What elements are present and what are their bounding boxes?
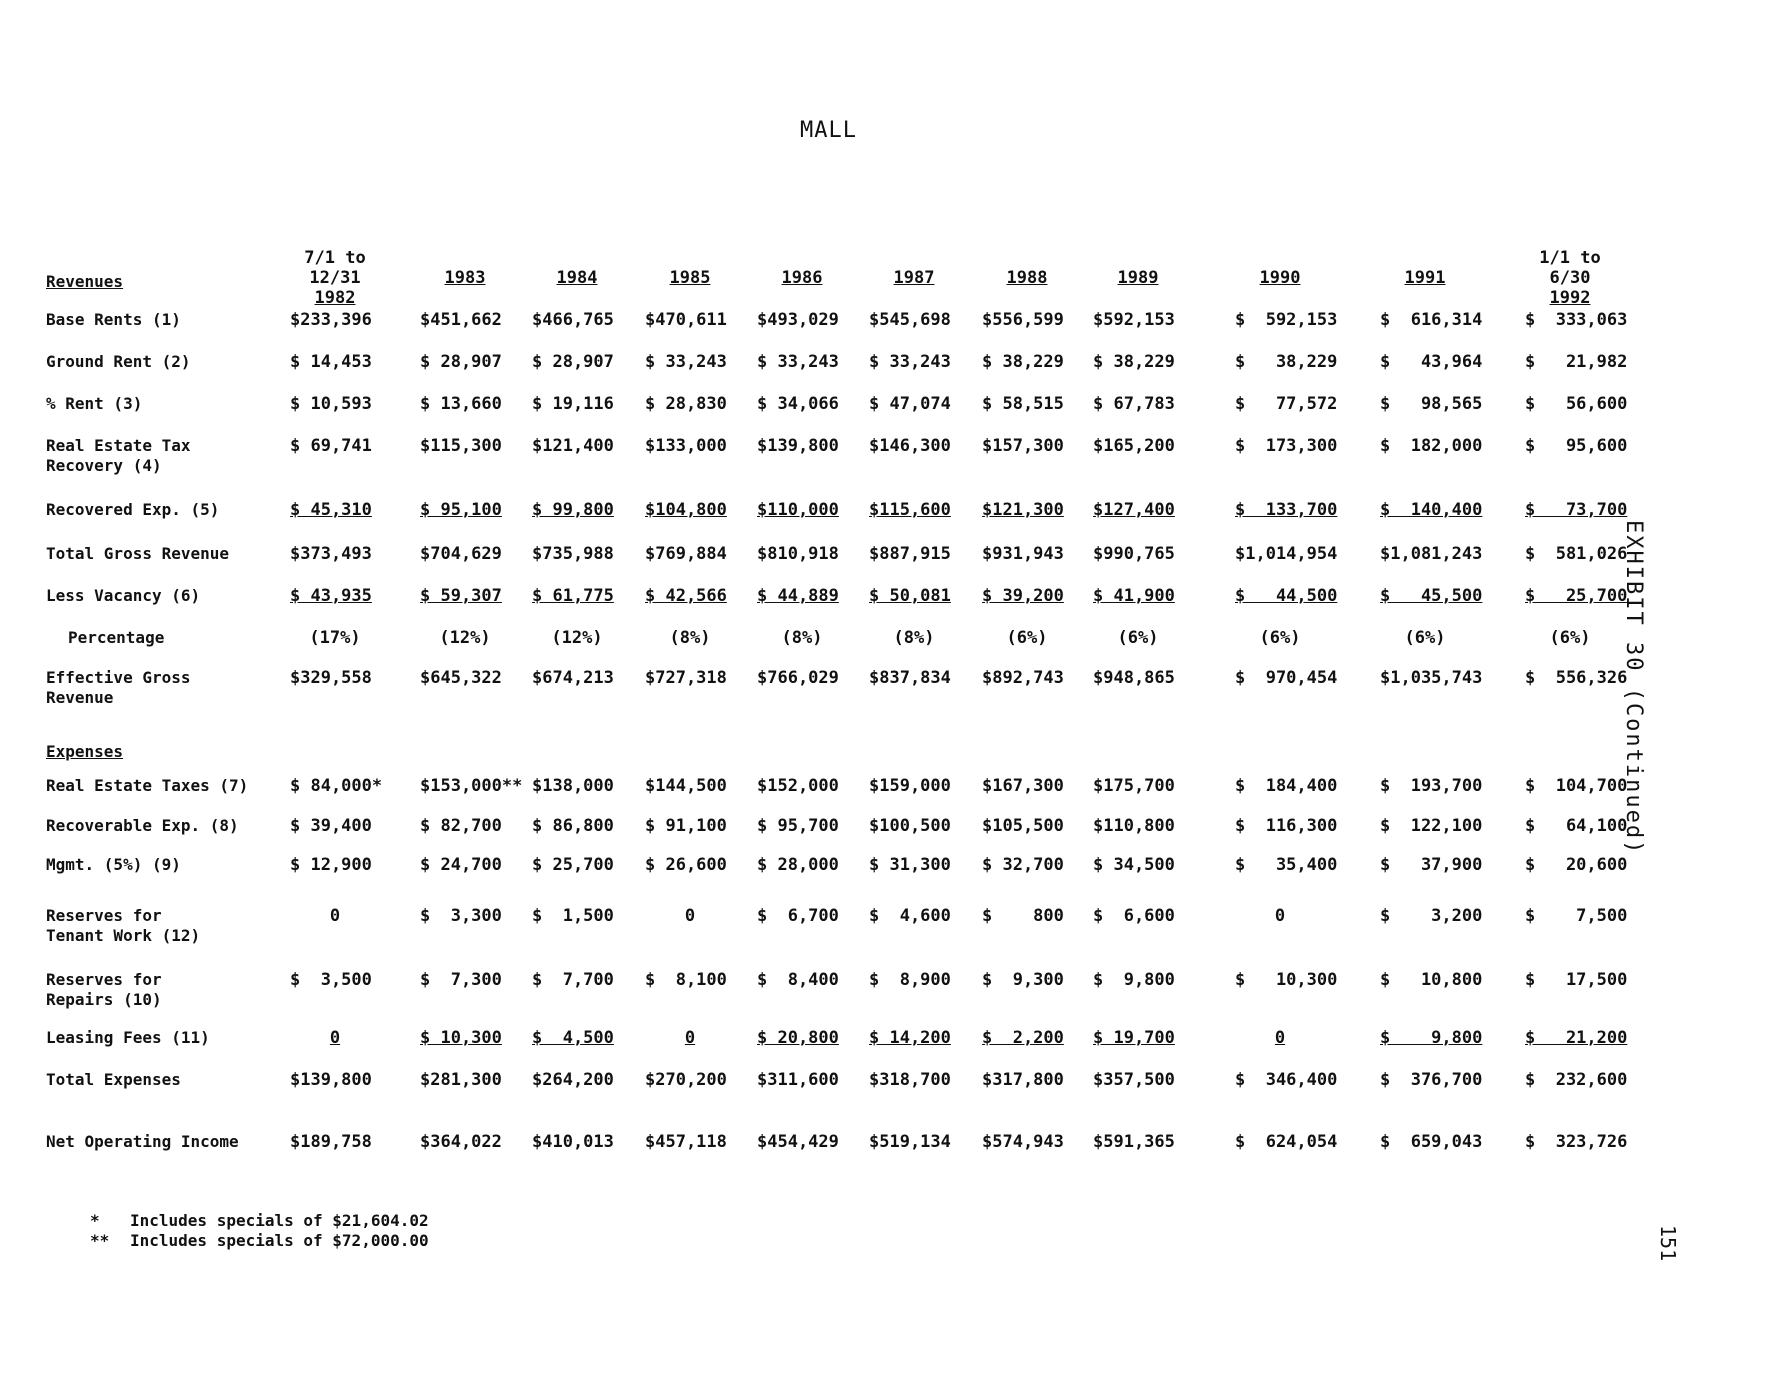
table-cell: $139,800 (290, 1070, 372, 1090)
table-cell: $115,600 (869, 500, 951, 520)
table-cell: $931,943 (982, 544, 1064, 564)
table-cell: $ 133,700 (1235, 500, 1338, 520)
column-header-range (859, 248, 969, 268)
table-cell: $357,500 (1093, 1070, 1175, 1090)
table-cell: $ 34,500 (1093, 855, 1175, 875)
table-cell: $ 33,243 (869, 352, 951, 372)
table-cell: $189,758 (290, 1132, 372, 1152)
table-cell: $233,396 (290, 310, 372, 330)
table-cell: $704,629 (420, 544, 502, 564)
row-label: Real Estate Tax Recovery (4) (46, 436, 191, 475)
table-cell: $ 26,600 (645, 855, 727, 875)
table-cell: $ 2,200 (982, 1028, 1064, 1048)
table-cell: 0 (684, 1028, 696, 1048)
table-cell: $948,865 (1093, 668, 1175, 688)
column-header-range (522, 248, 632, 268)
table-cell: $100,500 (869, 816, 951, 836)
column-header-range: 1/1 to 6/30 (1539, 248, 1601, 288)
page-number: 151 (1656, 1225, 1680, 1262)
table-cell: $ 800 (982, 906, 1064, 926)
exhibit-label: EXHIBIT 30 (Continued) (1621, 520, 1646, 856)
table-cell: $ 24,700 (420, 855, 502, 875)
row-label: Mgmt. (5%) (9) (46, 855, 181, 874)
table-cell: $153,000** (420, 776, 523, 796)
table-cell: $674,213 (532, 668, 614, 688)
table-cell: $ 43,964 (1380, 352, 1483, 372)
table-cell: $ 42,566 (645, 586, 727, 606)
column-header (747, 248, 857, 288)
row-label: % Rent (3) (46, 394, 143, 413)
table-cell: $727,318 (645, 668, 727, 688)
table-cell: $ 39,200 (982, 586, 1064, 606)
table-cell: $ 8,900 (869, 970, 951, 990)
table-cell: $317,800 (982, 1070, 1064, 1090)
table-cell: $ 9,300 (982, 970, 1064, 990)
column-header-year: 1990 (1259, 268, 1301, 288)
row-label: Net Operating Income (46, 1132, 239, 1151)
column-header (1083, 248, 1193, 288)
table-cell: $167,300 (982, 776, 1064, 796)
column-header-range (747, 248, 857, 268)
footnote-text: Includes specials of $72,000.00 (130, 1231, 429, 1250)
column-header-range: 7/1 to 12/31 (304, 248, 366, 288)
table-cell: $887,915 (869, 544, 951, 564)
table-cell: $ 14,453 (290, 352, 372, 372)
table-cell: $ 56,600 (1525, 394, 1628, 414)
table-cell: $ 21,200 (1525, 1028, 1628, 1048)
table-cell: $ 38,229 (1235, 352, 1338, 372)
table-cell: $ 99,800 (532, 500, 614, 520)
table-cell: (12%) (439, 628, 491, 648)
table-cell: $ 47,074 (869, 394, 951, 414)
table-cell: $ 581,026 (1525, 544, 1628, 564)
table-cell: 0 (684, 906, 696, 926)
table-cell: $1,081,243 (1380, 544, 1483, 564)
column-header-year: 1989 (1117, 268, 1159, 288)
table-cell: $ 32,700 (982, 855, 1064, 875)
table-cell: $115,300 (420, 436, 502, 456)
table-cell: $ 45,500 (1380, 586, 1483, 606)
table-cell: $ 20,800 (757, 1028, 839, 1048)
table-cell: $ 17,500 (1525, 970, 1628, 990)
column-header-year: 1984 (556, 268, 598, 288)
footnote (90, 1212, 429, 1230)
table-cell: $105,500 (982, 816, 1064, 836)
table-cell: $735,988 (532, 544, 614, 564)
column-header-year: 1985 (669, 268, 711, 288)
table-cell: $318,700 (869, 1070, 951, 1090)
table-cell: $ 67,783 (1093, 394, 1175, 414)
table-cell: $ 4,500 (532, 1028, 614, 1048)
column-header-range (1083, 248, 1193, 268)
table-cell: $ 333,063 (1525, 310, 1628, 330)
column-header (1225, 248, 1335, 288)
row-label: Reserves for Repairs (10) (46, 970, 162, 1009)
table-cell: $ 7,300 (420, 970, 502, 990)
table-cell: $ 624,054 (1235, 1132, 1338, 1152)
table-cell: $159,000 (869, 776, 951, 796)
table-cell: $175,700 (1093, 776, 1175, 796)
table-cell: $ 61,775 (532, 586, 614, 606)
table-cell: $ 7,500 (1525, 906, 1628, 926)
column-header-year: 1983 (444, 268, 486, 288)
column-header-range (635, 248, 745, 268)
table-cell: $769,884 (645, 544, 727, 564)
table-cell: $ 6,700 (757, 906, 839, 926)
column-header (522, 248, 632, 288)
table-cell: 0 (1274, 1028, 1286, 1048)
column-header (972, 248, 1082, 288)
table-cell: $ 86,800 (532, 816, 614, 836)
table-cell: (8%) (781, 628, 823, 648)
table-cell: $990,765 (1093, 544, 1175, 564)
table-cell: $ 25,700 (532, 855, 614, 875)
footnote-text: Includes specials of $21,604.02 (130, 1211, 429, 1230)
page-title: MALL (800, 118, 857, 143)
row-label: Total Expenses (46, 1070, 181, 1089)
table-cell: $ 44,500 (1235, 586, 1338, 606)
column-header (1370, 248, 1480, 288)
row-label: Effective Gross Revenue (46, 668, 191, 707)
table-cell: $264,200 (532, 1070, 614, 1090)
table-cell: $ 19,700 (1093, 1028, 1175, 1048)
table-cell: $ 659,043 (1380, 1132, 1483, 1152)
table-cell: (6%) (1006, 628, 1048, 648)
table-cell: $ 39,400 (290, 816, 372, 836)
table-cell: $1,014,954 (1235, 544, 1338, 564)
table-cell: $ 556,326 (1525, 668, 1628, 688)
table-cell: $ 98,565 (1380, 394, 1483, 414)
table-cell: $133,000 (645, 436, 727, 456)
row-label: Percentage (68, 628, 165, 647)
table-cell: $766,029 (757, 668, 839, 688)
table-cell: $ 14,200 (869, 1028, 951, 1048)
table-cell: $157,300 (982, 436, 1064, 456)
row-label: Recoverable Exp. (8) (46, 816, 239, 835)
table-cell: $ 69,741 (290, 436, 372, 456)
table-cell: $ 35,400 (1235, 855, 1338, 875)
table-cell: $ 6,600 (1093, 906, 1175, 926)
table-cell: (8%) (669, 628, 711, 648)
row-label: Less Vacancy (6) (46, 586, 201, 605)
table-cell: (6%) (1117, 628, 1159, 648)
table-cell: $1,035,743 (1380, 668, 1483, 688)
column-header (1515, 248, 1625, 308)
table-cell: $ 44,889 (757, 586, 839, 606)
table-cell: $ 323,726 (1525, 1132, 1628, 1152)
table-cell: $127,400 (1093, 500, 1175, 520)
column-header-year: 1982 (314, 288, 356, 308)
table-cell: $ 45,310 (290, 500, 372, 520)
table-cell: $329,558 (290, 668, 372, 688)
table-cell: $ 232,600 (1525, 1070, 1628, 1090)
table-cell: $373,493 (290, 544, 372, 564)
table-cell: $ 50,081 (869, 586, 951, 606)
table-cell: $ 592,153 (1235, 310, 1338, 330)
table-cell: $121,300 (982, 500, 1064, 520)
revenues-heading: Revenues (46, 272, 124, 291)
table-cell: $110,800 (1093, 816, 1175, 836)
table-cell: $556,599 (982, 310, 1064, 330)
table-cell: $451,662 (420, 310, 502, 330)
table-cell: $ 38,229 (982, 352, 1064, 372)
table-cell: $ 38,229 (1093, 352, 1175, 372)
column-header-range (1225, 248, 1335, 268)
expenses-heading: Expenses (46, 742, 124, 761)
table-cell: (6%) (1259, 628, 1301, 648)
table-cell: (6%) (1404, 628, 1446, 648)
table-cell: $ 28,907 (532, 352, 614, 372)
table-cell: $ 116,300 (1235, 816, 1338, 836)
table-cell: $ 1,500 (532, 906, 614, 926)
column-header (410, 248, 520, 288)
table-cell: $ 95,700 (757, 816, 839, 836)
table-cell: $ 13,660 (420, 394, 502, 414)
table-cell: $ 59,307 (420, 586, 502, 606)
row-label: Recovered Exp. (5) (46, 500, 220, 519)
table-cell: $ 82,700 (420, 816, 502, 836)
table-cell: $121,400 (532, 436, 614, 456)
table-cell: $ 28,830 (645, 394, 727, 414)
table-cell: $837,834 (869, 668, 951, 688)
table-cell: (17%) (309, 628, 361, 648)
table-cell: $281,300 (420, 1070, 502, 1090)
column-header-year: 1991 (1404, 268, 1446, 288)
table-cell: $ 31,300 (869, 855, 951, 875)
table-cell: $ 173,300 (1235, 436, 1338, 456)
table-cell: $ 25,700 (1525, 586, 1628, 606)
table-cell: $545,698 (869, 310, 951, 330)
table-cell: $ 95,600 (1525, 436, 1628, 456)
table-cell: $ 122,100 (1380, 816, 1483, 836)
table-cell: $466,765 (532, 310, 614, 330)
table-cell: $591,365 (1093, 1132, 1175, 1152)
footnote-mark: ** (90, 1231, 110, 1250)
column-header-year: 1988 (1006, 268, 1048, 288)
footnote-mark: * (90, 1211, 100, 1230)
table-cell: $ 3,200 (1380, 906, 1483, 926)
footnote (90, 1232, 429, 1250)
table-cell: $810,918 (757, 544, 839, 564)
table-cell: $ 9,800 (1380, 1028, 1483, 1048)
table-cell: 0 (329, 1028, 341, 1048)
row-label: Real Estate Taxes (7) (46, 776, 249, 795)
table-cell: $519,134 (869, 1132, 951, 1152)
table-cell: $ 193,700 (1380, 776, 1483, 796)
table-cell: $144,500 (645, 776, 727, 796)
table-cell: $574,943 (982, 1132, 1064, 1152)
table-cell: $454,429 (757, 1132, 839, 1152)
table-cell: (6%) (1549, 628, 1591, 648)
table-cell: $ 77,572 (1235, 394, 1338, 414)
table-cell: $ 33,243 (757, 352, 839, 372)
table-cell: $ 95,100 (420, 500, 502, 520)
table-cell: $ 64,100 (1525, 816, 1628, 836)
column-header (859, 248, 969, 288)
table-cell: $ 33,243 (645, 352, 727, 372)
table-cell: $ 104,700 (1525, 776, 1628, 796)
table-cell: $165,200 (1093, 436, 1175, 456)
column-header (635, 248, 745, 288)
table-cell: $104,800 (645, 500, 727, 520)
table-cell: $ 19,116 (532, 394, 614, 414)
table-cell: $ 43,935 (290, 586, 372, 606)
column-header-year: 1986 (781, 268, 823, 288)
table-cell: $ 9,800 (1093, 970, 1175, 990)
table-cell: $ 73,700 (1525, 500, 1628, 520)
table-cell: (12%) (551, 628, 603, 648)
table-cell: $ 7,700 (532, 970, 614, 990)
column-header-range (1370, 248, 1480, 268)
table-cell: $ 346,400 (1235, 1070, 1338, 1090)
table-cell: $ 140,400 (1380, 500, 1483, 520)
table-cell: $ 3,500 (290, 970, 372, 990)
table-cell: $ 28,000 (757, 855, 839, 875)
table-cell: $ 182,000 (1380, 436, 1483, 456)
table-cell: $ 376,700 (1380, 1070, 1483, 1090)
table-cell: $892,743 (982, 668, 1064, 688)
table-cell: $592,153 (1093, 310, 1175, 330)
table-cell: $110,000 (757, 500, 839, 520)
table-cell: $ 41,900 (1093, 586, 1175, 606)
table-cell: $270,200 (645, 1070, 727, 1090)
column-header-year: 1992 (1549, 288, 1591, 308)
table-cell: $ 10,593 (290, 394, 372, 414)
table-cell: $ 10,800 (1380, 970, 1483, 990)
table-cell: $457,118 (645, 1132, 727, 1152)
table-cell: $ 58,515 (982, 394, 1064, 414)
table-cell: $311,600 (757, 1070, 839, 1090)
table-cell: $ 84,000* (290, 776, 383, 796)
table-cell: $470,611 (645, 310, 727, 330)
column-header (280, 248, 390, 308)
row-label: Base Rents (1) (46, 310, 181, 329)
row-label: Leasing Fees (11) (46, 1028, 210, 1047)
table-cell: $ 20,600 (1525, 855, 1628, 875)
table-cell: $ 91,100 (645, 816, 727, 836)
table-cell: $ 10,300 (420, 1028, 502, 1048)
table-cell: $138,000 (532, 776, 614, 796)
table-cell: 0 (329, 906, 341, 926)
table-cell: $ 4,600 (869, 906, 951, 926)
table-cell: $146,300 (869, 436, 951, 456)
table-cell: $ 12,900 (290, 855, 372, 875)
table-cell: $ 37,900 (1380, 855, 1483, 875)
table-cell: (8%) (893, 628, 935, 648)
table-cell: $ 970,454 (1235, 668, 1338, 688)
table-cell: $ 8,100 (645, 970, 727, 990)
table-cell: $645,322 (420, 668, 502, 688)
table-cell: $493,029 (757, 310, 839, 330)
row-label: Ground Rent (2) (46, 352, 191, 371)
table-cell: $ 3,300 (420, 906, 502, 926)
table-cell: $364,022 (420, 1132, 502, 1152)
table-cell: $139,800 (757, 436, 839, 456)
table-cell: $152,000 (757, 776, 839, 796)
table-cell: $ 616,314 (1380, 310, 1483, 330)
column-header-range (410, 248, 520, 268)
table-cell: $410,013 (532, 1132, 614, 1152)
table-cell: 0 (1274, 906, 1286, 926)
table-cell: $ 34,066 (757, 394, 839, 414)
table-cell: $ 10,300 (1235, 970, 1338, 990)
table-cell: $ 28,907 (420, 352, 502, 372)
column-header-range (972, 248, 1082, 268)
row-label: Total Gross Revenue (46, 544, 230, 563)
table-cell: $ 21,982 (1525, 352, 1628, 372)
table-cell: $ 8,400 (757, 970, 839, 990)
table-cell: $ 184,400 (1235, 776, 1338, 796)
row-label: Reserves for Tenant Work (12) (46, 906, 201, 945)
column-header-year: 1987 (893, 268, 935, 288)
